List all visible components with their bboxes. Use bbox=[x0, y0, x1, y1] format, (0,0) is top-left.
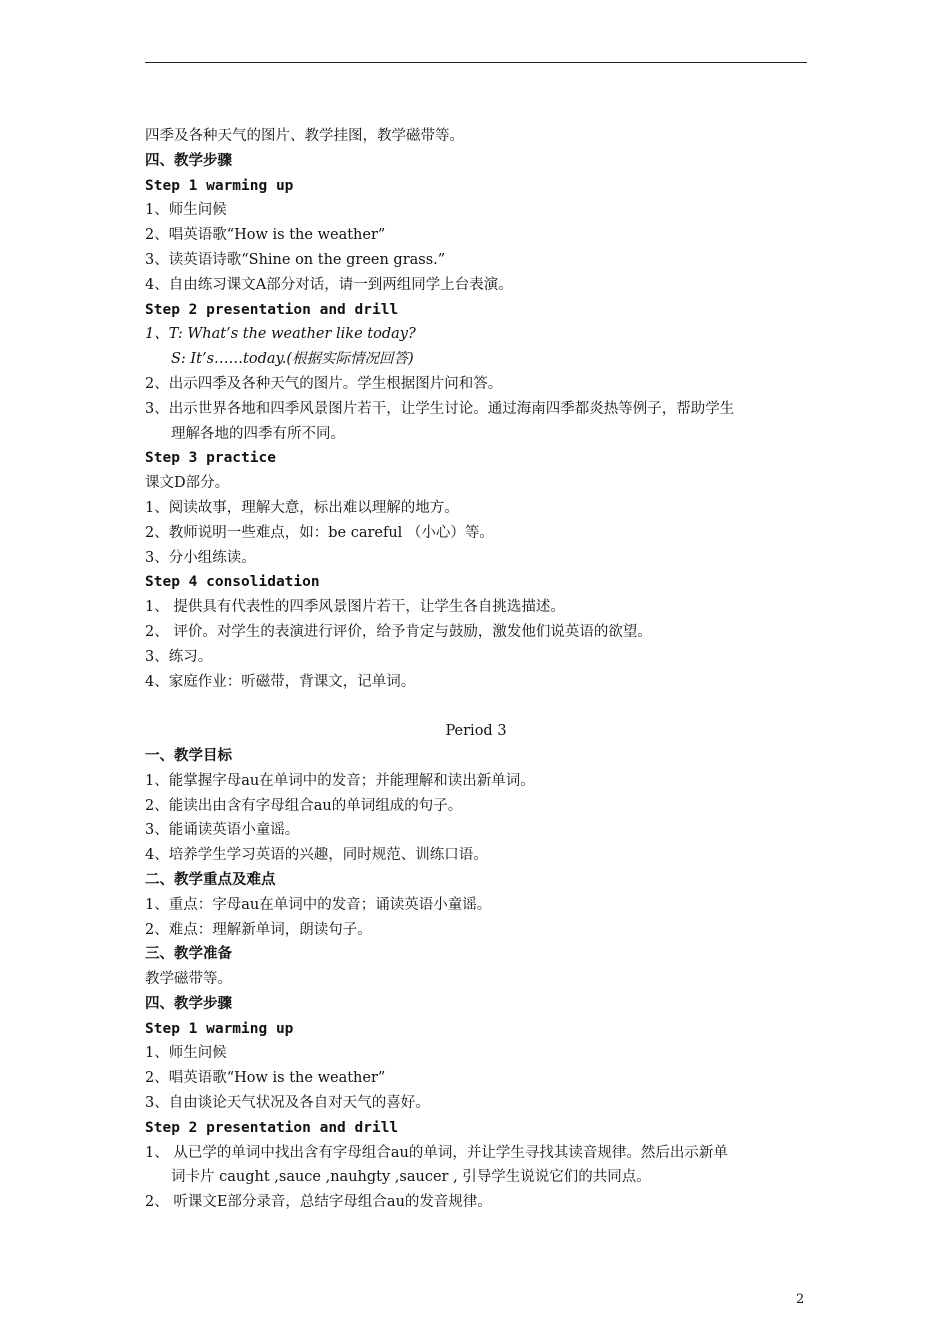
body-line: 四季及各种天气的图片、教学挂图，教学磁带等。 bbox=[145, 128, 464, 144]
step-heading: Step 4 consolidation bbox=[145, 574, 320, 591]
body-line: 课文D部分。 bbox=[145, 475, 230, 492]
step-heading: Step 3 practice bbox=[145, 450, 276, 467]
body-line: 3、出示世界各地和四季风景图片若干，让学生讨论。通过海南四季都炎热等例子，帮助学生 bbox=[145, 400, 735, 417]
section-heading: 四、教学步骤 bbox=[145, 994, 232, 1012]
body-line: 4、自由练习课文A部分对话，请一到两组同学上台表演。 bbox=[145, 276, 513, 293]
body-line: 2、唱英语歌“How is the weather” bbox=[145, 227, 386, 244]
step-heading: Step 2 presentation and drill bbox=[145, 1119, 399, 1136]
dialogue-line: 1、T: What’s the weather like today? bbox=[145, 326, 416, 343]
body-line: 教学磁带等。 bbox=[145, 971, 232, 988]
body-line: 3、练习。 bbox=[145, 648, 213, 665]
step-heading: Step 1 warming up bbox=[145, 177, 294, 194]
body-line: 2、教师说明一些难点，如：be careful （小心）等。 bbox=[145, 524, 494, 541]
body-line: 1、师生问候 bbox=[145, 1045, 227, 1062]
body-line: 2、能读出由含有字母组合au的单词组成的句子。 bbox=[145, 797, 463, 814]
body-line: 2、出示四季及各种天气的图片。学生根据图片问和答。 bbox=[145, 375, 503, 392]
dialogue-line: S: It’s……today.(根据实际情况回答) bbox=[171, 351, 414, 368]
continuation-line: 理解各地的四季有所不同。 bbox=[171, 425, 345, 442]
spacer bbox=[145, 694, 810, 719]
period-title: Period 3 bbox=[445, 723, 507, 740]
body-line: 2、唱英语歌“How is the weather” bbox=[145, 1070, 386, 1087]
body-line: 3、读英语诗歌“Shine on the green grass.” bbox=[145, 251, 446, 268]
step-heading: Step 2 presentation and drill bbox=[145, 301, 399, 318]
body-line: 1、 从已学的单词中找出含有字母组合au的单词，并让学生寻找其读音规律。然后出示新单 bbox=[145, 1144, 728, 1161]
body-line: 2、 评价。对学生的表演进行评价，给予肯定与鼓励，激发他们说英语的欲望。 bbox=[145, 623, 652, 640]
body-line: 3、分小组练读。 bbox=[145, 549, 256, 566]
body-line: 1、师生问候 bbox=[145, 202, 227, 219]
body-line: 1、阅读故事，理解大意，标出难以理解的地方。 bbox=[145, 499, 459, 516]
header-rule bbox=[145, 62, 807, 63]
body-line: 4、家庭作业：听磁带，背课文，记单词。 bbox=[145, 673, 416, 690]
body-line: 1、 提供具有代表性的四季风景图片若干，让学生各自挑选描述。 bbox=[145, 599, 565, 616]
continuation-line: 词卡片 caught ,sauce ,nauhgty ,saucer , 引导学生说说它们的共同点。 bbox=[171, 1169, 651, 1186]
document-body bbox=[145, 124, 810, 1215]
body-line: 3、能诵读英语小童谣。 bbox=[145, 822, 300, 839]
body-line: 4、培养学生学习英语的兴趣，同时规范、训练口语。 bbox=[145, 847, 488, 864]
body-line: 2、 听课文E部分录音，总结字母组合au的发音规律。 bbox=[145, 1194, 492, 1211]
body-line: 1、能掌握字母au在单词中的发音；并能理解和读出新单词。 bbox=[145, 772, 535, 789]
section-heading: 二、教学重点及难点 bbox=[145, 870, 276, 888]
step-heading: Step 1 warming up bbox=[145, 1020, 294, 1037]
section-heading: 一、教学目标 bbox=[145, 746, 232, 764]
page-number: 2 bbox=[796, 1292, 805, 1307]
body-line: 1、重点：字母au在单词中的发音；诵读英语小童谣。 bbox=[145, 896, 492, 913]
body-line: 3、自由谈论天气状况及各自对天气的喜好。 bbox=[145, 1095, 430, 1112]
body-line: 2、难点：理解新单词，朗读句子。 bbox=[145, 921, 372, 938]
section-heading: 三、教学准备 bbox=[145, 945, 232, 963]
section-heading: 四、教学步骤 bbox=[145, 151, 232, 169]
